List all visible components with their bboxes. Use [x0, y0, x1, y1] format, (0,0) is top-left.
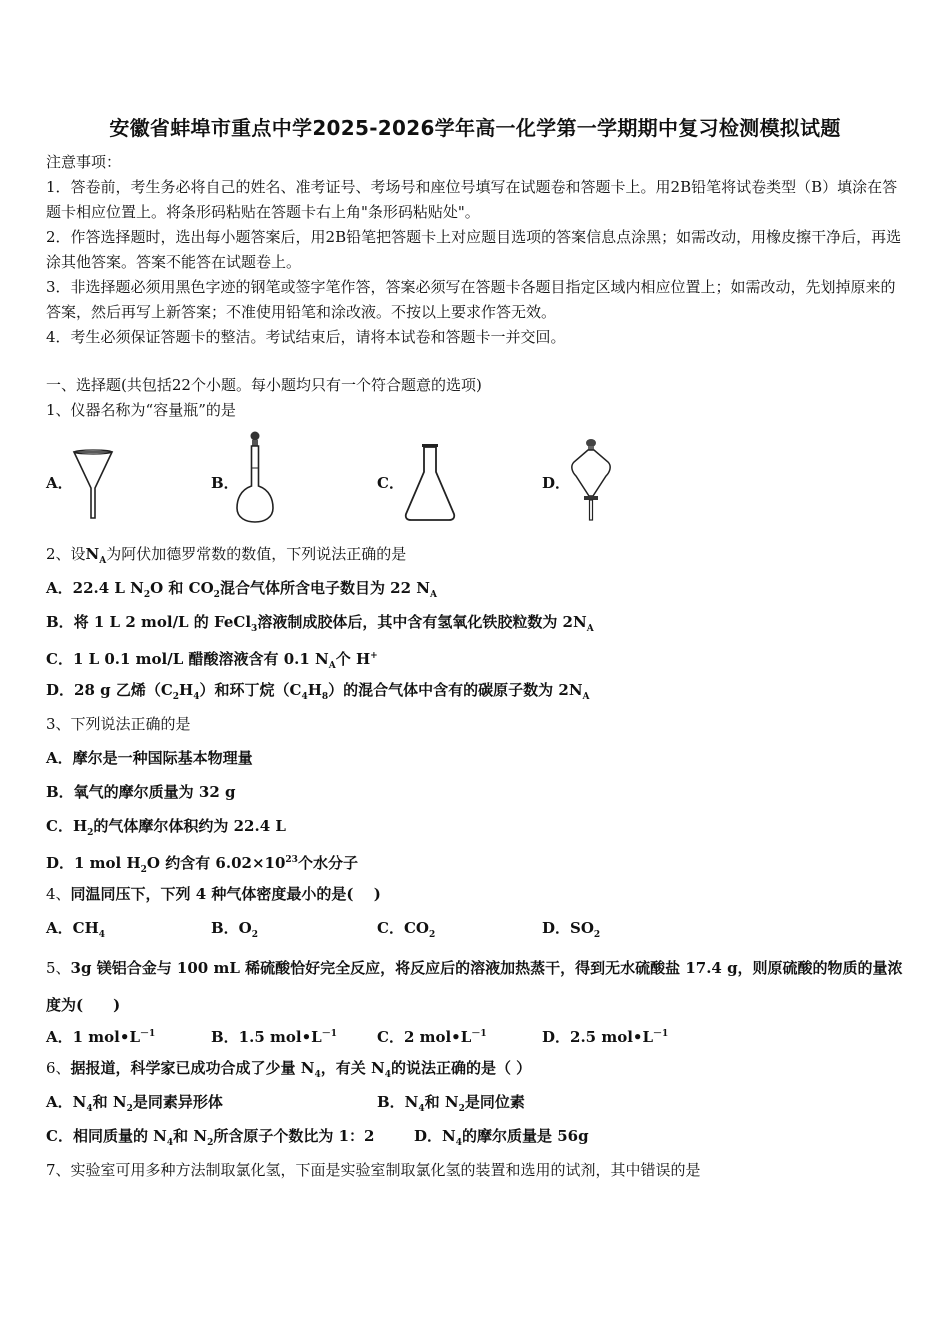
q2-option-b: B．将 1 L 2 mol/L 的 FeCl$_3$溶液制成胶体后，其中含有氢氧化铁胶粒数为 $2N_A$	[46, 613, 594, 634]
funnel-icon	[72, 448, 114, 522]
q3-option-c: C．$H_2$的气体摩尔体积约为 22.4 L	[46, 817, 286, 838]
q5-option-b: B．1.5 $mol•L^{-1}$	[211, 1028, 337, 1046]
notice-block	[46, 150, 906, 350]
notice-item: 4．考生必须保证答题卡的整洁。考试结束后，请将本试卷和答题卡一并交回。	[46, 328, 566, 346]
q1-option-d-label: D．	[542, 474, 571, 492]
q3-option-b: B．氧气的摩尔质量为 32 g	[46, 783, 236, 801]
q2-option-a: A．22.4 L $N_2O$ 和 $CO_2$混合气体所含电子数目为 22 $N_A$	[46, 579, 437, 600]
q5-option-c: C．2 $mol•L^{-1}$	[377, 1028, 487, 1046]
question-2-stem	[46, 542, 906, 573]
question-7-stem: 7、实验室可用多种方法制取氯化氢，下面是实验室制取氯化氢的装置和选用的试剂，其中错误的是	[46, 1161, 701, 1179]
q4-option-c: C．$CO_2$	[377, 919, 436, 940]
q2-stem-text: 为阿伏加德罗常数的数值，下列说法正确的是	[106, 545, 407, 563]
q3-option-a: A．摩尔是一种国际基本物理量	[46, 749, 253, 767]
q1-option-c-label: C．	[377, 474, 404, 492]
question-1-stem: 1、仪器名称为“容量瓶”的是	[46, 401, 236, 419]
q6-option-b: B．$N_4$和 $N_2$是同位素	[377, 1093, 525, 1114]
question-3-stem: 3、下列说法正确的是	[46, 715, 191, 733]
q1-option-a-label: A．	[46, 474, 73, 492]
q6-option-a: A．$N_4$和 $N_2$是同素异形体	[46, 1093, 223, 1114]
question-4-stem: 4、同温同压下，下列 4 种气体密度最小的是( )	[46, 885, 381, 903]
section-heading: 一、选择题(共包括22个小题。每小题均只有一个符合题意的选项)	[46, 376, 482, 394]
q4-option-d: D．$SO_2$	[542, 919, 601, 940]
conical-flask-icon	[402, 442, 458, 522]
q6-option-c: C．相同质量的 $N_4$和 $N_2$所含原子个数比为 1：2	[46, 1127, 375, 1148]
q2-option-d: D．28 g 乙烯$(C_2H_4)$和环丁烷$(C_4H_8)$的混合气体中含有的碳原子数为 $2N_A$	[46, 681, 590, 702]
q2-constant: N	[85, 545, 100, 563]
notice-item: 2．作答选择题时，选出每小题答案后，用2B铅笔把答题卡上对应题目选项的答案信息点涂黑；如需改动，用橡皮擦干净后，再选涂其他答案。答案不能答在试题卷上。	[46, 228, 902, 271]
notice-heading: 注意事项：	[46, 153, 122, 171]
q1-option-b-label: B．	[211, 474, 239, 492]
q3-option-d: D．1 mol $H_2O$ 约含有 $6.02\times 10^{23}$个水分子	[46, 854, 358, 875]
q4-option-b: B．$O_2$	[211, 919, 259, 940]
q2-constant-sub: A	[99, 556, 107, 566]
q5-option-a: A．1 $mol•L^{-1}$	[46, 1028, 156, 1046]
q6-option-d: D．$N_4$的摩尔质量是 56g	[414, 1127, 589, 1148]
notice-item: 3．非选择题必须用黑色字迹的钢笔或签字笔作答，答案必须写在答题卡各题目指定区域内相应位置上；如需改动，先划掉原来的答案，然后再写上新答案；不准使用铅笔和涂改液。不按以上要求作答无效。	[46, 278, 896, 321]
volumetric-flask-icon	[234, 430, 276, 524]
q2-number: 2、设	[46, 545, 86, 563]
q2-option-c: C．1 L 0.1 mol/L 醋酸溶液含有 0.1 $N_A$个 H+	[46, 650, 378, 671]
q4-option-a: A．$CH_4$	[46, 919, 106, 940]
separatory-funnel-icon	[568, 436, 614, 522]
exam-title: 安徽省蚌埠市重点中学2025-2026学年高一化学第一学期期中复习检测模拟试题	[109, 116, 841, 140]
notice-item: 1．答卷前，考生务必将自己的姓名、准考证号、考场号和座位号填写在试题卷和答题卡上。用2B铅笔将试卷类型（B）填涂在答题卡相应位置上。将条形码粘贴在答题卡右上角"条形码粘贴处"。	[46, 178, 898, 221]
question-6-stem: 6、据报道，科学家已成功合成了少量 $N_4$，有关 $N_4$的说法正确的是（ ）	[46, 1059, 532, 1080]
q5-option-d: D．2.5 $mol•L^{-1}$	[542, 1028, 669, 1046]
question-5-stem: 5、3g 镁铝合金与 100 mL 稀硫酸恰好完全反应，将反应后的溶液加热蒸干，得到无水硫酸盐 17.4 g，则原硫酸的物质的量浓度为( )	[46, 959, 903, 1014]
